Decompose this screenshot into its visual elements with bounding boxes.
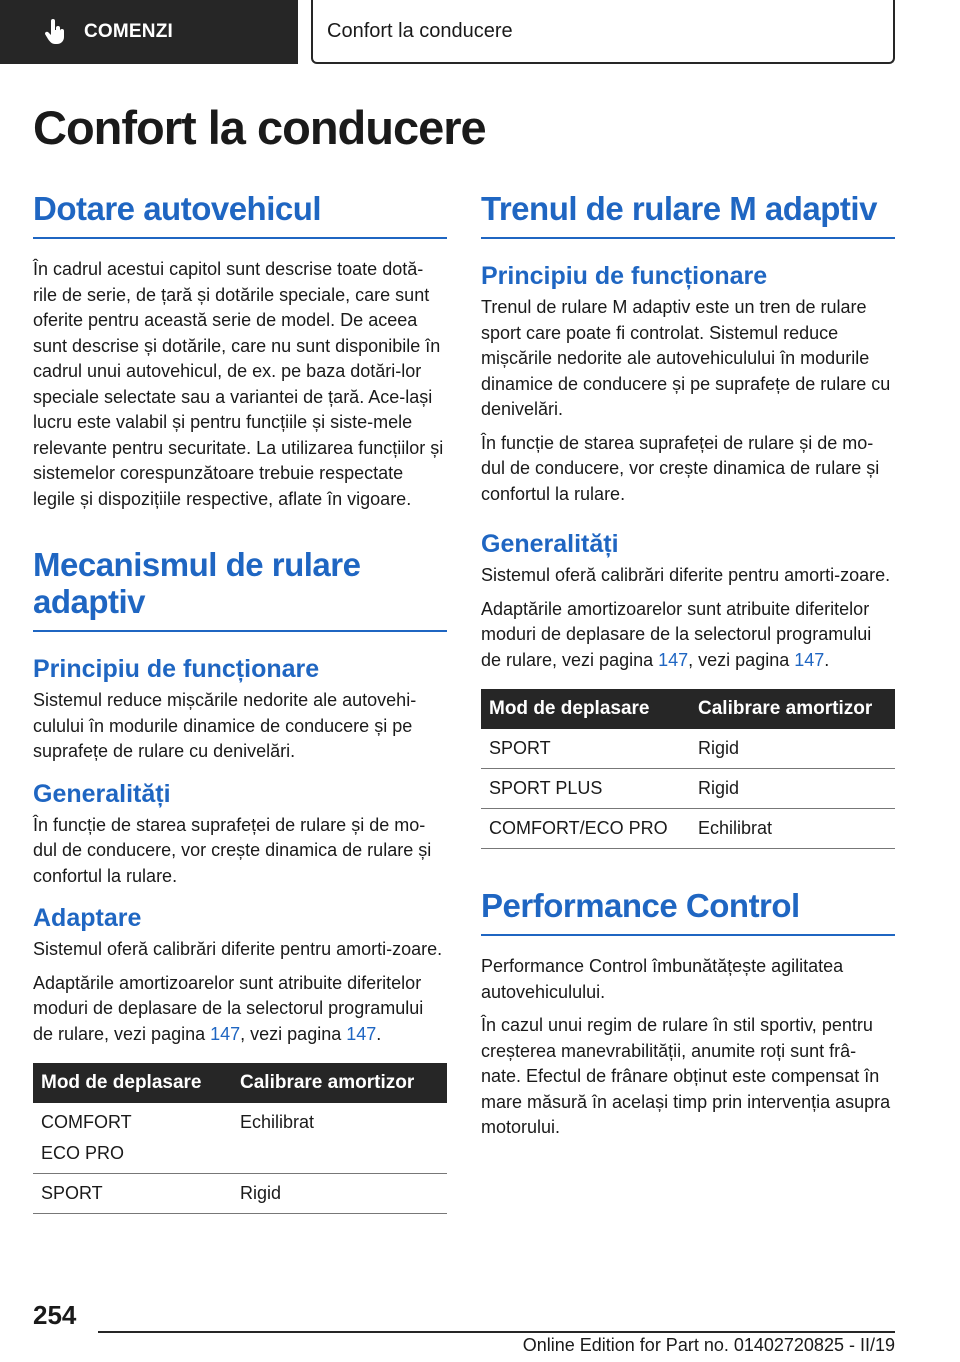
table-cell-calibration: Rigid (690, 769, 895, 809)
chapter-tab-label: Confort la conducere (327, 19, 513, 42)
heading-performance-control: Performance Control (481, 887, 895, 936)
table-header-calibration: Calibrare amortizor (232, 1063, 447, 1103)
paragraph-text: , vezi pagina (240, 1023, 347, 1044)
table-cell-calibration: Echilibrat (690, 809, 895, 849)
table-cell-mode (33, 1103, 232, 1174)
damper-table-right (481, 689, 895, 849)
paragraph-text: . (824, 649, 830, 670)
page-link[interactable]: 147 (658, 649, 689, 670)
page-link[interactable]: 147 (794, 649, 825, 670)
chapter-tab[interactable] (311, 0, 895, 64)
subheading-generalitati: Generalități (33, 779, 171, 808)
heading-mecanismul-rulare: Mecanismul de rulare adaptiv (33, 546, 447, 632)
paragraph-generalitati: În funcție de starea suprafeței de rulare și de mo-dul de conducere, vor crește dinamica de rulare și confortul la rulare. (33, 814, 432, 886)
paragraph-generalitati-right-1: Sistemul oferă calibrări diferite pentru amorti-zoare. (481, 565, 891, 585)
damper-table-left (33, 1063, 447, 1214)
paragraph-principiu: Sistemul reduce mișcările nedorite ale autovehi-culului în modurile dinamice de conducere și pe suprafețe de rulare cu denivelări. (33, 690, 417, 761)
page-link[interactable]: 147 (346, 1023, 377, 1044)
heading-dotare-autovehicul: Dotare autovehicul (33, 190, 447, 239)
footer-divider (98, 1331, 895, 1333)
paragraph-dotare: În cadrul acestui capitol sunt descrise toate dotă-rile de serie, de țară și dotările speciale, care sunt oferite pentru această serie de model. De aceea sunt descrise și dotările, care nu sunt disponibile în cadrul unui autovehicul, de ex. pe baza dotări-lor speciale selectate sau a variantei de țară. Ace-lași lucru este valabil și pentru funcțiile și siste-mele relevante pentru securitate. La utilizarea funcțiilor și sistemelor corespunzătoare trebuie respectate legile și dispozițiile respective, aflate în vigoare. (33, 259, 444, 509)
cell-text: COMFORT (41, 1112, 132, 1132)
heading-tren-rulare-m: Trenul de rulare M adaptiv (481, 190, 895, 239)
table-cell-calibration: Rigid (232, 1174, 447, 1214)
section-tab-comenzi[interactable] (0, 0, 298, 64)
paragraph-principiu-right-2: În funcție de starea suprafeței de rulare și de mo-dul de conducere, vor crește dinamica de rulare și confortul la rulare. (481, 432, 880, 504)
paragraph-adaptare-2 (33, 971, 447, 1048)
paragraph-performance-2: În cazul unui regim de rulare în stil sportiv, pentru creșterea manevrabilității, anumite roți sunt frâ-nate. Efectul de frânare obținut este compensat în mare măsură în același timp prin intervenția asupra motorului. (481, 1015, 891, 1137)
table-row (481, 769, 895, 809)
paragraph-text: , vezi pagina (688, 649, 795, 670)
paragraph-text: Adaptările amortizoarelor sunt atribuite diferitelor moduri de deplasare de la selectorul programului de rulare, vezi pagina (481, 598, 872, 670)
cell-text: ECO PRO (41, 1143, 125, 1163)
table-cell-mode: COMFORT/ECO PRO (481, 809, 690, 849)
table-row (481, 809, 895, 849)
table-row (481, 729, 895, 769)
table-cell-calibration: Echilibrat (232, 1103, 447, 1174)
table-header-mode: Mod de deplasare (481, 689, 690, 729)
table-cell-mode: SPORT PLUS (481, 769, 690, 809)
table-row (33, 1103, 447, 1174)
table-row (33, 1174, 447, 1214)
subheading-generalitati-right: Generalități (481, 530, 619, 558)
paragraph-text: . (376, 1023, 382, 1044)
page-link[interactable]: 147 (210, 1023, 241, 1044)
right-column (481, 190, 895, 1141)
table-header-mode: Mod de deplasare (33, 1063, 232, 1103)
paragraph-principiu-right: Trenul de rulare M adaptiv este un tren de rulare sport care poate fi controlat. Sistemul reduce mișcările nedorite ale autovehiculului în modurile dinamice de conducere și pe suprafețe de rulare cu denivelări. (481, 297, 891, 419)
paragraph-generalitati-right-2 (481, 597, 895, 674)
table-header-calibration: Calibrare amortizor (690, 689, 895, 729)
page-title: Confort la conducere (33, 101, 486, 154)
left-column (33, 190, 447, 1214)
section-tab-label: COMENZI (84, 21, 174, 42)
subheading-adaptare: Adaptare (33, 904, 142, 932)
paragraph-adaptare-1: Sistemul oferă calibrări diferite pentru amorti-zoare. (33, 939, 443, 959)
table-cell-mode: SPORT (481, 729, 690, 769)
table-cell-mode: SPORT (33, 1174, 232, 1214)
edition-info: Online Edition for Part no. 01402720825 - II/19 (522, 1335, 895, 1355)
paragraph-text: Adaptările amortizoarelor sunt atribuite diferitelor moduri de deplasare de la selectorul programului de rulare, vezi pagina (33, 972, 424, 1044)
hand-pointer-icon (44, 19, 66, 45)
page-number: 254 (33, 1300, 77, 1330)
subheading-principiu: Principiu de funcționare (33, 655, 320, 683)
paragraph-performance-1: Performance Control îmbunătățește agilitatea autovehiculului. (481, 956, 844, 1002)
table-cell-calibration: Rigid (690, 729, 895, 769)
subheading-principiu-right: Principiu de funcționare (481, 262, 768, 290)
